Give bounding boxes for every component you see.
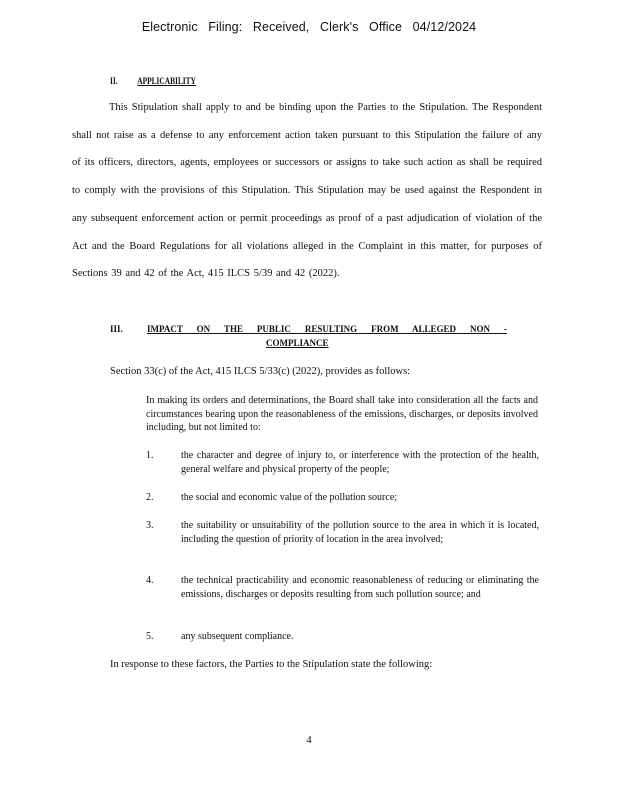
section-ii-number: II.	[110, 76, 118, 86]
factor-number: 4.	[146, 575, 154, 586]
section-ii-title: APPLICABILITY	[137, 76, 196, 86]
response-intro: In response to these factors, the Parties to the Stipulation state the following:	[110, 659, 433, 670]
section-33c-intro: Section 33(c) of the Act, 415 ILCS 5/33(c) (2022), provides as follows:	[110, 366, 411, 377]
factor-text: the suitability or unsuitability of the pollution source to the area in which it is located, including the question of priority of location in the area involved;	[181, 520, 539, 545]
filing-stamp-header: Electronic Filing: Received, Clerk's Office 04/12/2024	[141, 20, 477, 34]
page-number: 4	[306, 735, 312, 746]
factor-text: the technical practicability and economic reasonableness of reducing or eliminating the emissions, discharges or deposits resulting from such pollution source; and	[181, 575, 539, 600]
section-iii-title-line2: COMPLIANCE	[266, 338, 329, 348]
factor-text: the social and economic value of the pollution source;	[181, 492, 398, 503]
factor-number: 1.	[146, 450, 154, 461]
factor-number: 2.	[146, 492, 154, 503]
section-iii-number: III.	[110, 324, 123, 334]
statute-quote: In making its orders and determinations, the Board shall take into consideration all the facts and circumstances bearing upon the reasonableness of the emissions, discharges, or deposits involved including, but not limited to:	[146, 395, 538, 433]
factor-number: 3.	[146, 520, 154, 531]
section-iii-title-line1: IMPACT ON THE PUBLIC RESULTING FROM ALLEGED NON -	[147, 324, 507, 334]
applicability-text: This Stipulation shall apply to and be binding upon the Parties to the Stipulation. The Respondent shall not raise as a defense to any enforcement action taken pursuant to this Stipulation the failure of any of its officers, directors, agents, employees or successors or assigns to take such action as shall be required to comply with the provisions of this Stipulation. This Stipulation may be used against the Respondent in any subsequent enforcement action or permit proceedings as proof of a past adjudication of violation of the Act and the Board Regulations for all violations alleged in the Complaint in this matter, for purposes of Sections 39 and 42 of the Act, 415 ILCS 5/39 and 42 (2022).	[72, 102, 542, 280]
applicability-paragraph	[72, 94, 542, 288]
section-ii-heading	[110, 76, 221, 86]
factor-number: 5.	[146, 631, 154, 642]
factor-text: the character and degree of injury to, or interference with the protection of the health, general welfare and physical property of the people;	[181, 450, 539, 475]
factor-text: any subsequent compliance.	[181, 631, 294, 642]
